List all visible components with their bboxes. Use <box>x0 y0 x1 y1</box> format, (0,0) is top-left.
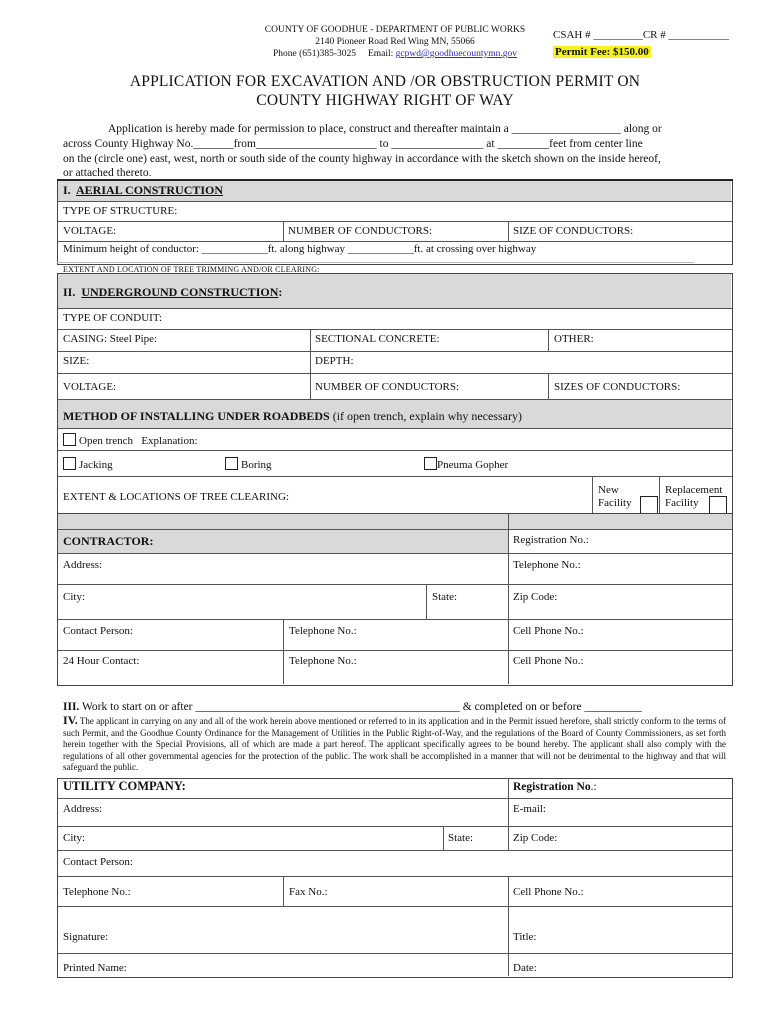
section4-text: The applicant in carrying on any and all of the work herein above mentioned or referred to in its application and in the Permit issued herefore, shall strictly conform to the terms of such Permit, and the Goodhue County Ordinance for the Management of Utilities in the Public Right-of-Way, and the regulations of the Board of County Commissioners, as set forth herein together with the Special Provisions, all of which are made a part hereof. The applicant specifically agrees to be bound hereby. The applicant shall also comply with the regulations of all other governmental agencies for the protection of the public. The work shall be accomplished in a manner that will not be detrimental to the highway and that will safeguard the public. <box>63 716 726 772</box>
utility-contact-person-field[interactable]: Contact Person: <box>63 856 133 868</box>
method-installing-heading <box>63 409 522 424</box>
new-facility-label: New Facility <box>598 484 632 509</box>
aerial-num-conductors-field[interactable]: NUMBER OF CONDUCTORS: <box>288 225 433 237</box>
contractor-24hour-cell-field[interactable]: Cell Phone No.: <box>513 655 584 667</box>
section3-num: III. <box>63 701 80 713</box>
department-address: 2140 Pioneer Road Red Wing MN, 55066 <box>315 37 475 47</box>
jacking-checkbox[interactable] <box>63 457 76 470</box>
email-link[interactable]: gcpwd@goodhuecountymn.gov <box>395 49 518 59</box>
contractor-state-field[interactable]: State: <box>432 591 458 603</box>
pneuma-gopher-label: Pneuma Gopher <box>437 459 509 471</box>
contractor-telephone-field[interactable]: Telephone No.: <box>513 559 581 571</box>
printed-name-field[interactable]: Printed Name: <box>63 962 127 974</box>
aerial-section-num: I. <box>63 183 71 197</box>
sectional-concrete-field[interactable]: SECTIONAL CONCRETE: <box>315 333 440 345</box>
permit-fee-text: Permit Fee: $150.00 <box>555 46 649 58</box>
other-casing-field[interactable]: OTHER: <box>554 333 594 345</box>
contractor-24hour-telephone-field[interactable]: Telephone No.: <box>289 655 357 667</box>
contractor-contact-telephone-field[interactable]: Telephone No.: <box>289 625 357 637</box>
utility-city-field[interactable]: City: <box>63 832 86 844</box>
contractor-registration-field[interactable]: Registration No.: <box>513 534 589 546</box>
type-of-structure-field[interactable]: TYPE OF STRUCTURE: <box>63 205 178 217</box>
contractor-cell-phone-field[interactable]: Cell Phone No.: <box>513 625 584 637</box>
aerial-section-title <box>63 183 223 198</box>
contractor-address-field[interactable]: Address: <box>63 559 103 571</box>
utility-company-title: UTILITY COMPANY: <box>63 779 186 793</box>
intro-line-1: Application is hereby made for permission to place, construct and thereafter maintain a ___________________ along or <box>108 123 662 135</box>
underground-depth-field[interactable]: DEPTH: <box>315 355 354 367</box>
new-facility-checkbox[interactable] <box>640 496 658 514</box>
open-trench-label: Open trench <box>79 435 134 447</box>
boring-option[interactable] <box>225 457 272 471</box>
intro-line-4: or attached thereto. <box>63 167 152 179</box>
utility-registration-field[interactable]: Registration No.: <box>513 781 597 793</box>
underground-section-name: UNDERGROUND CONSTRUCTION <box>81 285 279 299</box>
pneuma-gopher-option[interactable] <box>424 457 508 471</box>
casing-steel-pipe-field[interactable]: CASING: Steel Pipe: <box>63 333 158 345</box>
open-trench-option[interactable] <box>63 433 198 447</box>
underground-section-title: II. UNDERGROUND CONSTRUCTION: <box>63 285 283 299</box>
method-heading-note: (if open trench, explain why necessary) <box>329 409 522 423</box>
permit-fee <box>553 42 651 60</box>
work-dates-line[interactable] <box>63 701 642 713</box>
underground-voltage-field[interactable]: VOLTAGE: <box>63 381 117 393</box>
utility-section <box>57 778 733 978</box>
section3-text: Work to start on or after ______________________________________________ & completed on or before __________ <box>79 701 642 713</box>
tree-trimming-field[interactable]: EXTENT AND LOCATION OF TREE TRIMMING AND/OR CLEARING: <box>63 265 320 274</box>
aerial-voltage-field[interactable]: VOLTAGE: <box>63 225 117 237</box>
jacking-label: Jacking <box>79 459 113 471</box>
form-title-line2: COUNTY HIGHWAY RIGHT OF WAY <box>256 92 514 109</box>
contractor-zip-field[interactable]: Zip Code: <box>513 591 558 603</box>
pneuma-gopher-checkbox[interactable] <box>424 457 437 470</box>
aerial-section-name: AERIAL CONSTRUCTION <box>76 183 224 197</box>
replacement-facility-label: Replacement Facility <box>665 484 723 509</box>
csah-cr-field[interactable]: CSAH # _________CR # ___________ <box>553 29 730 41</box>
intro-line-2: across County Highway No._______from_____________________ to ________________ at _________feet from center line <box>63 138 643 150</box>
email-label: Email: <box>367 49 394 59</box>
intro-line-3: on the (circle one) east, west, north or south side of the county highway in accordance with the sketch shown on the inside hereof, <box>63 153 661 165</box>
boring-label: Boring <box>241 459 272 471</box>
open-trench-checkbox[interactable] <box>63 433 76 446</box>
utility-state-field[interactable]: State: <box>448 832 474 844</box>
contact-line <box>245 48 545 60</box>
underground-num-conductors-field[interactable]: NUMBER OF CONDUCTORS: <box>315 381 460 393</box>
boring-checkbox[interactable] <box>225 457 238 470</box>
date-field[interactable]: Date: <box>513 962 537 974</box>
underground-size-field[interactable]: SIZE: <box>63 355 90 367</box>
minimum-height-field[interactable]: Minimum height of conductor: ____________ft. along highway ____________ft. at crossing over highway <box>63 243 537 255</box>
contractor-contact-person-field[interactable]: Contact Person: <box>63 625 133 637</box>
utility-cell-phone-field[interactable]: Cell Phone No.: <box>513 886 584 898</box>
utility-telephone-field[interactable]: Telephone No.: <box>63 886 131 898</box>
utility-registration-label: Registration No <box>513 781 591 793</box>
tree-clearing-field[interactable]: EXTENT & LOCATIONS OF TREE CLEARING: <box>63 491 290 503</box>
utility-address-field[interactable]: Address: <box>63 803 103 815</box>
section4-num: IV. <box>63 713 78 727</box>
department-name: COUNTY OF GOODHUE - DEPARTMENT OF PUBLIC WORKS <box>264 25 526 35</box>
form-title-line1: APPLICATION FOR EXCAVATION AND /OR OBSTRUCTION PERMIT ON <box>129 73 641 90</box>
explanation-label: Explanation: <box>141 435 198 447</box>
signature-field[interactable]: Signature: <box>63 931 109 943</box>
type-of-conduit-field[interactable]: TYPE OF CONDUIT: <box>63 312 163 324</box>
phone-text: Phone (651)385-3025 <box>272 49 357 59</box>
terms-paragraph <box>63 715 726 774</box>
replacement-facility-checkbox[interactable] <box>709 496 727 514</box>
title-field[interactable]: Title: <box>513 931 537 943</box>
contractor-city-field[interactable]: City: <box>63 591 86 603</box>
aerial-size-conductors-field[interactable]: SIZE OF CONDUCTORS: <box>513 225 634 237</box>
underground-sizes-conductors-field[interactable]: SIZES OF CONDUCTORS: <box>554 381 681 393</box>
jacking-option[interactable] <box>63 457 113 471</box>
method-heading-bold: METHOD OF INSTALLING UNDER ROADBEDS <box>63 409 330 423</box>
contractor-title: CONTRACTOR: <box>63 534 154 548</box>
underground-section <box>57 273 733 515</box>
utility-email-field[interactable]: E-mail: <box>513 803 546 815</box>
utility-fax-field[interactable]: Fax No.: <box>289 886 328 898</box>
contractor-24hour-contact-field[interactable]: 24 Hour Contact: <box>63 655 140 667</box>
utility-zip-field[interactable]: Zip Code: <box>513 832 558 844</box>
underground-section-num: II. <box>63 285 76 299</box>
